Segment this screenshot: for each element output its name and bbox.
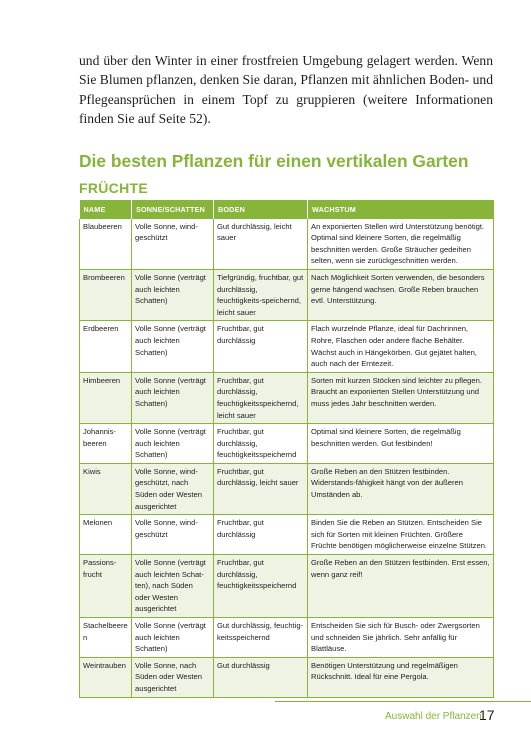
cell-growth: Entscheiden Sie sich für Busch- oder Zwergsorten und schneiden Sie jährlich. Sehr anfällig für Blattläuse. [308,618,494,658]
cell-soil: Tiefgründig, fruchtbar, gut durchlässig, feuchtigkeits-speichernd, leicht sauer [214,269,308,320]
header-soil: BODEN [214,200,308,219]
cell-sun: Volle Sonne, wind-geschützt [132,219,214,270]
header-sun-shade: SONNE/SCHATTEN [132,200,214,219]
cell-name: Himbeeren [80,372,132,423]
table-row [80,515,494,555]
cell-soil: Fruchtbar, gut durchlässig, feuchtigkeitsspeichernd [214,555,308,618]
cell-growth: Benötigen Unterstützung und regelmäßigen Rückschnitt. Ideal für eine Pergola. [308,657,494,697]
cell-soil: Fruchtbar, gut durchlässig, feuchtigkeitsspeichernd [214,424,308,464]
footer-section-title: Auswahl der Pflanzen [385,711,482,722]
cell-soil: Gut durchlässig, feuchtig-keitsspeichernd [214,618,308,658]
cell-sun: Volle Sonne (verträgt auch leichten Schatten) [132,269,214,320]
footer-divider [275,701,531,702]
cell-sun: Volle Sonne (verträgt auch leichten Schatten) [132,372,214,423]
table-subtitle: FRÜCHTE [79,180,148,196]
cell-soil: Fruchtbar, gut durchlässig [214,321,308,372]
table-row [80,372,494,423]
table-row [80,618,494,658]
cell-growth: Sorten mit kurzen Stöcken sind leichter zu pflegen. Braucht an exponierten Stellen Unterstützung und muss jedes Jahr beschnitten werden. [308,372,494,423]
table-row [80,424,494,464]
cell-growth: An exponierten Stellen wird Unterstützung benötigt. Optimal sind kleinere Sorten, die regelmäßig beschnitten werden. Große Sträucher gedeihen selten, wenn sie zurückgeschnitten werden. [308,219,494,270]
cell-name: Brombeeren [80,269,132,320]
cell-growth: Nach Möglichkeit Sorten verwenden, die besonders gerne hängend wachsen. Große Reben brauchen evtl. Unterstützung. [308,269,494,320]
cell-soil: Gut durchlässig [214,657,308,697]
cell-name: Johannis-beeren [80,424,132,464]
section-title: Die besten Pflanzen für einen vertikalen Garten [79,151,469,171]
cell-sun: Volle Sonne (verträgt auch leichten Schatten) [132,424,214,464]
cell-growth: Große Reben an den Stützen festbinden. Widerstands-fähigkeit hängt von der äußeren Umständen ab. [308,463,494,514]
header-name: NAME [80,200,132,219]
header-growth: WACHSTUM [308,200,494,219]
table-header-row [80,200,494,219]
cell-sun: Volle Sonne, wind-geschützt, nach Süden oder Westen ausgerichtet [132,463,214,514]
table-row [80,555,494,618]
cell-name: Blaubeeren [80,219,132,270]
page-number: 17 [479,707,495,723]
table-row [80,657,494,697]
cell-soil: Fruchtbar, gut durchlässig [214,515,308,555]
cell-sun: Volle Sonne (verträgt auch leichten Schatten) [132,321,214,372]
plants-table [79,200,494,698]
cell-growth: Optimal sind kleinere Sorten, die regelmäßig beschnitten werden. Gut festbinden! [308,424,494,464]
cell-name: Melonen [80,515,132,555]
cell-sun: Volle Sonne (verträgt auch leichten Schatten) [132,618,214,658]
cell-name: Passions-frucht [80,555,132,618]
table-row [80,219,494,270]
cell-growth: Binden Sie die Reben an Stützen. Entscheiden Sie sich für Sorten mit kleinen Früchten. Größere Früchte benötigen möglicherweise einzelne Stützen. [308,515,494,555]
table-row [80,463,494,514]
cell-soil: Fruchtbar, gut durchlässig, feuchtigkeitsspeichernd, leicht sauer [214,372,308,423]
cell-growth: Flach wurzelnde Pflanze, ideal für Dachrinnen, Rohre, Flaschen oder andere flache Behälter. Wächst auch in Hängekörben. Gut gejätet halten, auch nach der Erntezeit. [308,321,494,372]
cell-growth: Große Reben an den Stützen festbinden. Erst essen, wenn ganz reif! [308,555,494,618]
cell-name: Kiwis [80,463,132,514]
cell-name: Weintrauben [80,657,132,697]
cell-soil: Gut durchlässig, leicht sauer [214,219,308,270]
cell-soil: Fruchtbar, gut durchlässig, leicht sauer [214,463,308,514]
cell-name: Erdbeeren [80,321,132,372]
cell-sun: Volle Sonne (verträgt auch leichten Schat-ten), nach Süden oder Westen ausgerichtet [132,555,214,618]
cell-sun: Volle Sonne, nach Süden oder Westen ausgerichtet [132,657,214,697]
table-row [80,321,494,372]
cell-name: Stachelbeeren [80,618,132,658]
intro-paragraph: und über den Winter in einer frostfreien Umgebung gelagert werden. Wenn Sie Blumen pflanzen, denken Sie daran, Pflanzen mit ähnlichen Boden- und Pflegeansprüchen in einem Topf zu gruppieren (weitere Informationen finden Sie auf Seite 52). [79,53,493,127]
table-row [80,269,494,320]
cell-sun: Volle Sonne, wind-geschützt [132,515,214,555]
